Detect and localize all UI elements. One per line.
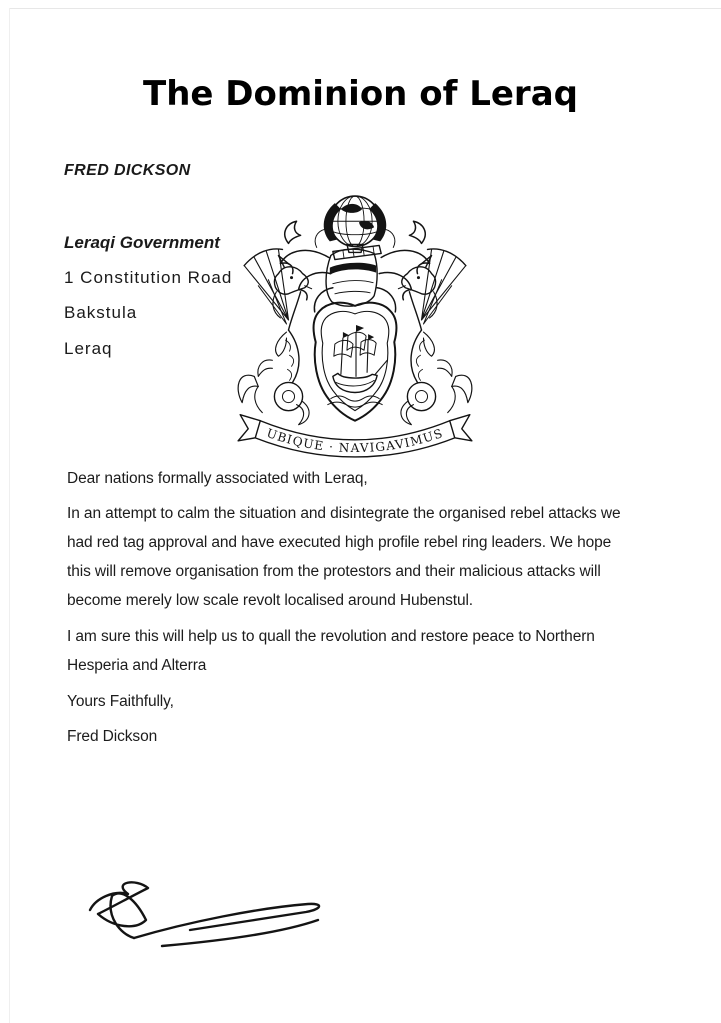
address-line: Leraq: [64, 339, 113, 358]
signoff-name: Fred Dickson: [67, 728, 158, 745]
page-edge-line: [9, 8, 721, 9]
globe-icon: [324, 196, 387, 252]
right-supporter-sealion: [398, 249, 472, 425]
left-supporter-seahorse: [238, 249, 312, 425]
signature: [78, 876, 340, 960]
galleon-ship-icon: [333, 325, 387, 393]
motto-banner: [238, 386, 472, 457]
salutation: Dear nations formally associated with Leraq,: [67, 470, 368, 487]
coat-of-arms: [228, 189, 482, 459]
body-paragraph: In an attempt to calm the situation and disintegrate the organised rebel attacks we had red tag approval and have executed high profile rebel ring leaders. We hope this will remove organisation from the protestors and their malicious attacks will become merely low scale revolt localised around Hubenstul.: [67, 505, 621, 609]
address-line: Bakstula: [64, 303, 138, 322]
letter-body: [67, 464, 687, 757]
body-paragraph: I am sure this will help us to quall the revolution and restore peace to Northern Hesperia and Alterra: [67, 628, 595, 674]
shield: [313, 303, 396, 421]
page-title: The Dominion of Leraq: [143, 74, 578, 114]
address-line: 1 Constitution Road: [64, 268, 233, 287]
closing: Yours Faithfully,: [67, 693, 174, 710]
crest-motto: UBIQUE · NAVIGAVIMUS: [264, 425, 446, 455]
sender-name: FRED DICKSON: [64, 162, 191, 179]
org-name: Leraqi Government: [64, 233, 220, 252]
page-edge-line: [9, 8, 10, 1023]
